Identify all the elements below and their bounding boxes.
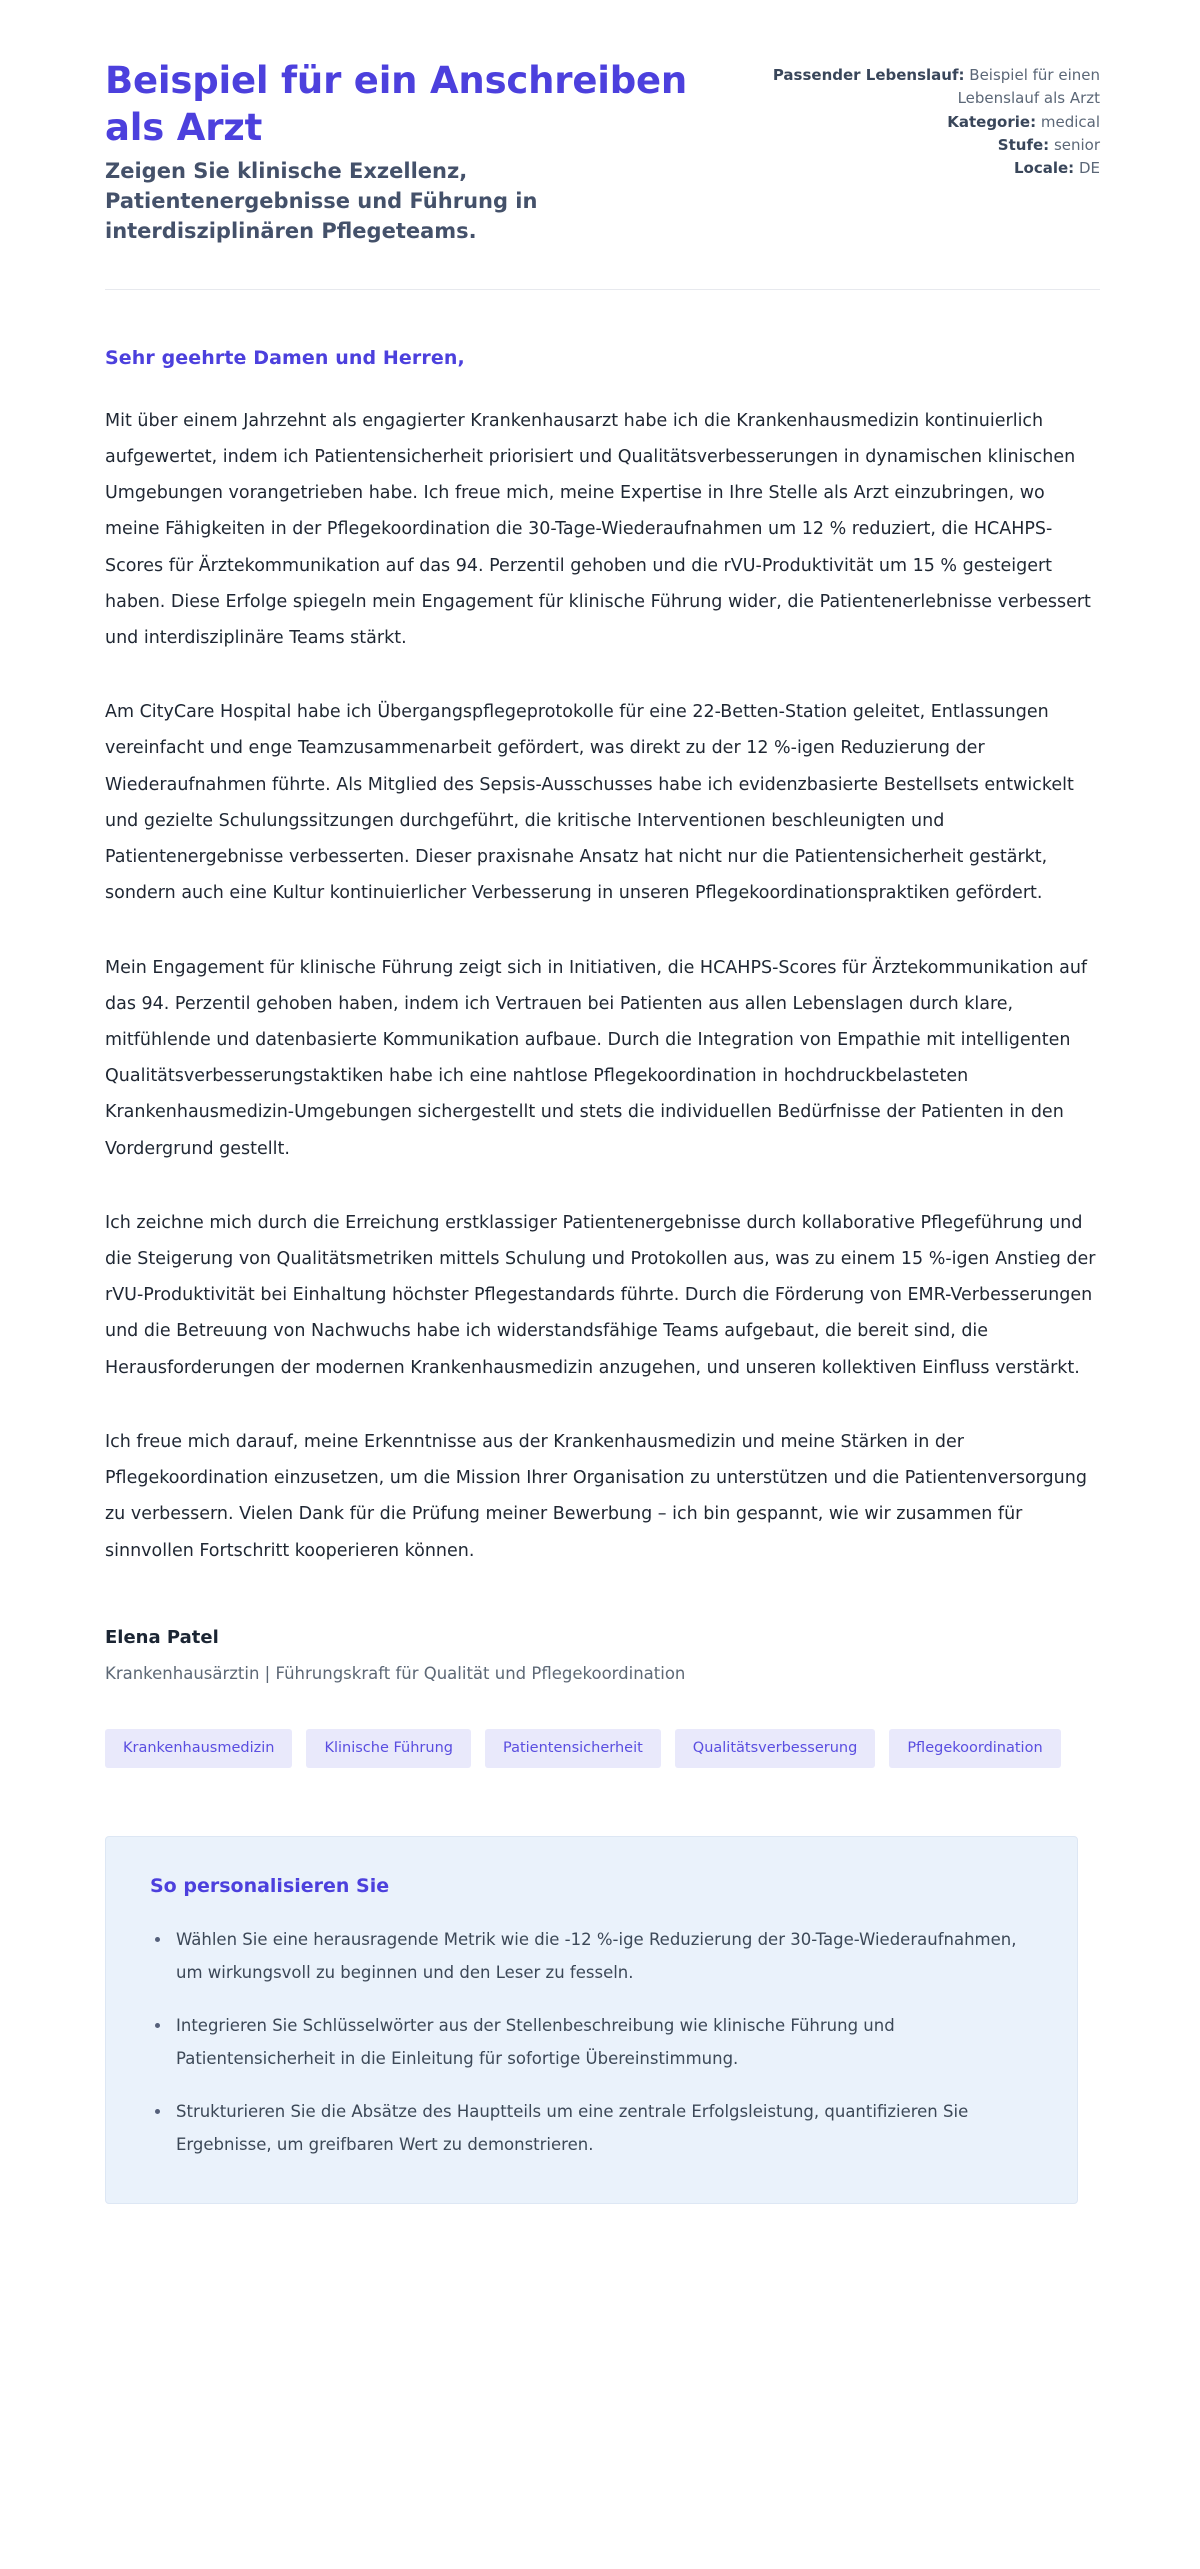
tag-chip[interactable]: Pflegekoordination — [889, 1729, 1060, 1769]
meta-locale-value: DE — [1078, 159, 1100, 177]
meta-level-value: senior — [1053, 135, 1100, 154]
header-divider — [105, 289, 1100, 290]
meta-locale-label: Locale: — [1013, 159, 1075, 177]
letter-paragraph: Am CityCare Hospital habe ich Übergangspflegeprotokolle für eine 22-Betten-Station geleitet, Entlassungen vereinfacht und enge Teamzusammenarbeit gefördert, was direkt zu der 12 %-igen Reduzierung der Wiederaufnahmen führte. Als Mitglied des Sepsis-Ausschusses habe ich evidenzbasierte Bestellsets entwickelt und gezielte Schulungssitzungen durchgeführt, die kritische Interventionen beschleunigten und Patientenergebnisse verbesserten. Dieser praxisnahe Ansatz hat nicht nur die Patientensicherheit gestärkt, sondern auch eine Kultur kontinuierlicher Verbesserung in unseren Pflegekoordinationspraktiken gefördert. — [105, 702, 1074, 904]
tips-list — [150, 1923, 1033, 2161]
signature-role: Krankenhausärztin | Führungskraft für Qualität und Pflegekoordination — [105, 1663, 686, 1683]
tag-chip[interactable]: Krankenhausmedizin — [105, 1729, 292, 1769]
tag-list — [0, 1729, 1165, 1769]
page-title: Beispiel für ein Anschreiben als Arzt — [105, 59, 688, 149]
letter-salutation: Sehr geehrte Damen und Herren, — [105, 346, 465, 369]
signature-name: Elena Patel — [105, 1626, 219, 1648]
meta-matching-resume-label: Passender Lebenslauf: — [772, 66, 965, 84]
page-header — [0, 0, 1200, 247]
letter-body — [0, 347, 1200, 1569]
letter-paragraph: Mein Engagement für klinische Führung zeigt sich in Initiativen, die HCAHPS-Scores für Ärztekommunikation auf das 94. Perzentil gehoben haben, indem ich Vertrauen bei Patienten aus allen Lebenslagen durch klare, mitfühlende und datenbasierte Kommunikation aufbaue. Durch die Integration von Empathie mit intelligenten Qualitätsverbesserungstaktiken habe ich eine nahtlose Pflegekoordination in hochdruckbelasteten Krankenhausmedizin-Umgebungen sichergestellt und stets die individuellen Bedürfnisse der Patienten in den Vordergrund gestellt. — [105, 957, 1088, 1159]
tag-chip[interactable]: Qualitätsverbesserung — [675, 1729, 876, 1769]
meta-level — [715, 134, 1100, 157]
tips-list-item: Wählen Sie eine herausragende Metrik wie die -12 %-ige Reduzierung der 30-Tage-Wiederaufnahmen, um wirkungsvoll zu beginnen und den Leser zu fesseln. — [150, 1923, 1033, 1989]
signature-block — [0, 1627, 1200, 1683]
meta-category-value: medical — [1040, 112, 1100, 131]
header-title-block — [105, 58, 715, 247]
meta-matching-resume-value: Beispiel für einen Lebenslauf als Arzt — [957, 66, 1100, 108]
meta-category — [715, 111, 1100, 134]
meta-matching-resume — [715, 64, 1100, 111]
tag-chip[interactable]: Klinische Führung — [306, 1729, 471, 1769]
letter-paragraph: Ich freue mich darauf, meine Erkenntnisse aus der Krankenhausmedizin und meine Stärken in der Pflegekoordination einzusetzen, um die Mission Ihrer Organisation zu unterstützen und die Patientenversorgung zu verbessern. Vielen Dank für die Prüfung meiner Bewerbung – ich bin gespannt, wie wir zusammen für sinnvollen Fortschritt kooperieren können. — [105, 1431, 1087, 1561]
meta-locale — [715, 157, 1100, 180]
meta-level-label: Stufe: — [997, 135, 1050, 154]
tips-panel-title: So personalisieren Sie — [150, 1875, 390, 1898]
tag-chip[interactable]: Patientensicherheit — [485, 1729, 661, 1769]
document-metadata — [715, 58, 1100, 180]
letter-paragraph: Mit über einem Jahrzehnt als engagierter Krankenhausarzt habe ich die Krankenhausmedizin kontinuierlich aufgewertet, indem ich Patientensicherheit priorisiert und Qualitätsverbesserungen in dynamischen klinischen Umgebungen vorangetrieben habe. Ich freue mich, meine Expertise in Ihre Stelle als Arzt einzubringen, wo meine Fähigkeiten in der Pflegekoordination die 30-Tage-Wiederaufnahmen um 12 % reduziert, die HCAHPS-Scores für Ärztekommunikation auf das 94. Perzentil gehoben und die rVU-Produktivität um 15 % gesteigert haben. Diese Erfolge spiegeln mein Engagement für klinische Führung wider, die Patientenerlebnisse verbessert und interdisziplinäre Teams stärkt. — [105, 410, 1091, 648]
personalization-tips-panel — [105, 1836, 1078, 2204]
meta-category-label: Kategorie: — [947, 112, 1037, 131]
tips-list-item: Strukturieren Sie die Absätze des Hauptteils um eine zentrale Erfolgsleistung, quantifizieren Sie Ergebnisse, um greifbaren Wert zu demonstrieren. — [150, 2095, 1033, 2161]
letter-paragraph: Ich zeichne mich durch die Erreichung erstklassiger Patientenergebnisse durch kollaborative Pflegeführung und die Steigerung von Qualitätsmetriken mittels Schulung und Protokollen aus, was zu einem 15 %-igen Anstieg der rVU-Produktivität bei Einhaltung höchster Pflegestandards führte. Durch die Förderung von EMR-Verbesserungen und die Betreuung von Nachwuchs habe ich widerstandsfähige Teams aufgebaut, die bereit sind, die Herausforderungen der modernen Krankenhausmedizin anzugehen, und unseren kollektiven Einfluss verstärkt. — [105, 1212, 1096, 1378]
tips-list-item: Integrieren Sie Schlüsselwörter aus der Stellenbeschreibung wie klinische Führung und Patientensicherheit in die Einleitung für sofortige Übereinstimmung. — [150, 2009, 1033, 2075]
page-subtitle: Zeigen Sie klinische Exzellenz, Patientenergebnisse und Führung in interdisziplinären Pflegeteams. — [105, 159, 538, 243]
